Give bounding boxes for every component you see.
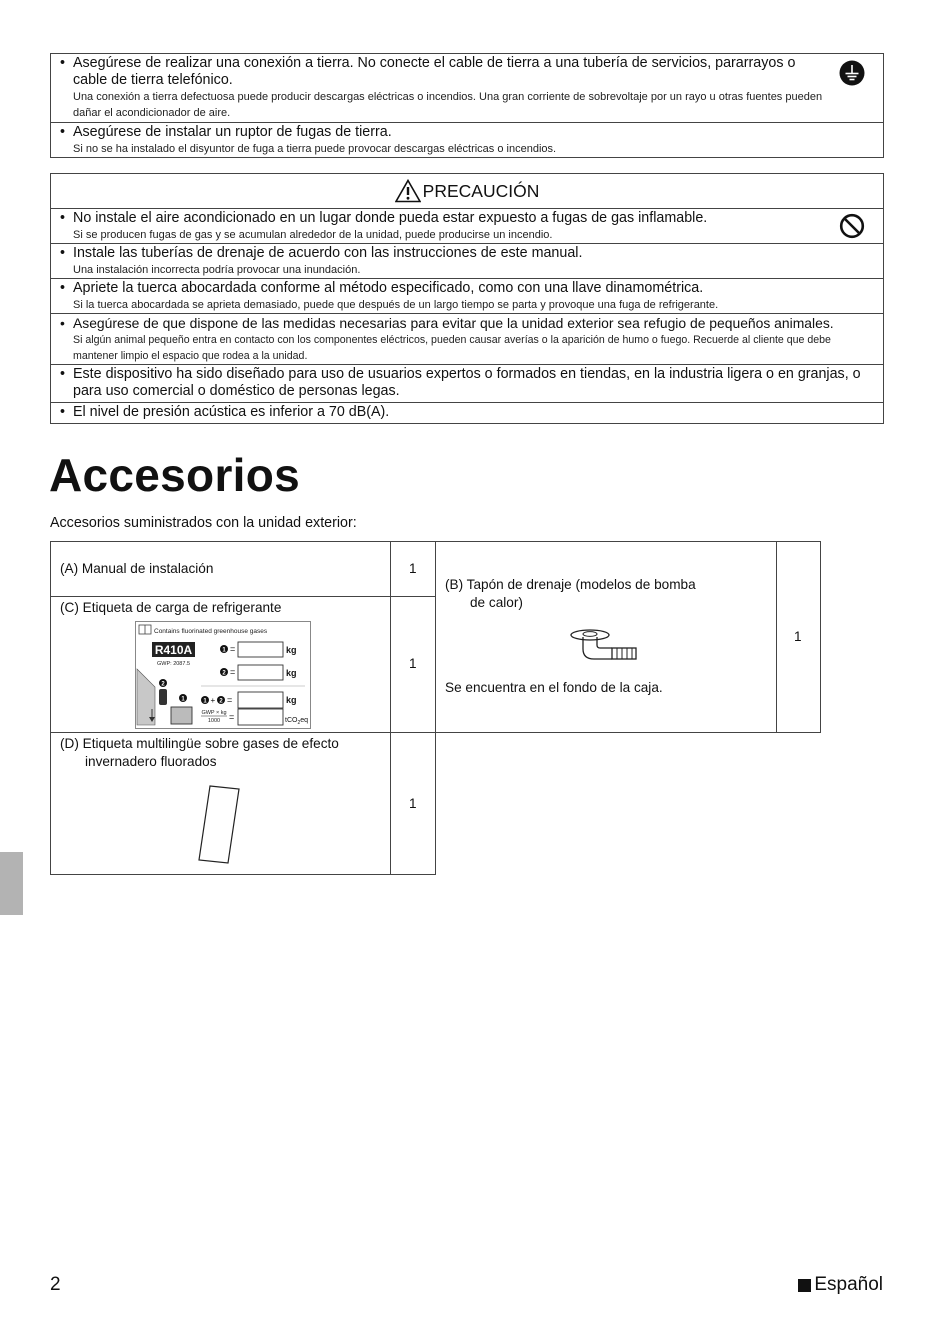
accessories-intro: Accesorios suministrados con la unidad exterior:	[50, 515, 357, 531]
warning-item	[51, 54, 883, 122]
caution-title	[51, 174, 883, 208]
caution-item-sub: Si se producen fugas de gas y se acumulan alrededor de la unidad, puede producirse un incendio.	[73, 229, 553, 241]
accessory-d-qty-cell	[390, 732, 436, 875]
caution-item	[51, 278, 883, 313]
svg-text:=: =	[230, 667, 236, 677]
caution-item	[51, 364, 883, 402]
caution-item-sub: Una instalación incorrecta podría provocar una inundación.	[73, 264, 361, 276]
caution-item	[51, 208, 883, 243]
warning-item	[51, 122, 883, 157]
caution-box	[50, 173, 884, 424]
sticker-refrigerant: R410A	[154, 643, 193, 657]
warning-item-main: • Asegúrese de realizar una conexión a tierra. No conecte el cable de tierra a una tubería de servicios, pararrayos o cable de tierra telefónico.	[73, 55, 823, 89]
accessory-b-qty-cell	[776, 541, 821, 733]
sticker-unit-kg: kg	[286, 668, 297, 678]
caution-item	[51, 313, 883, 364]
svg-text:2: 2	[219, 698, 223, 705]
svg-text:=: =	[229, 712, 235, 722]
caution-item-main: • Este dispositivo ha sido diseñado para uso de usuarios expertos o formados en tiendas, en la industria ligera o en granjas, o para uso comercial o doméstico de personas legas.	[73, 366, 873, 400]
accessory-b-note: Se encuentra en el fondo de la caja.	[445, 680, 663, 695]
accessory-d-qty: 1	[409, 796, 417, 811]
caution-item-main: • El nivel de presión acústica es inferior a 70 dB(A).	[73, 404, 873, 421]
svg-text:1: 1	[203, 698, 207, 705]
accessory-c-cell	[50, 596, 391, 733]
accessory-d-cell	[50, 732, 391, 875]
sticker-unit-kg: kg	[286, 695, 297, 705]
accessories-heading: Accesorios	[49, 449, 301, 501]
warning-item-sub: Si no se ha instalado el disyuntor de fuga a tierra puede provocar descargas eléctricas o incendios.	[73, 143, 557, 155]
accessory-d-label-line1: (D) Etiqueta multilingüe sobre gases de efecto	[60, 736, 339, 751]
language-label: Español	[814, 1274, 883, 1295]
accessory-b-qty: 1	[794, 629, 802, 644]
sticker-unit-kg: kg	[286, 645, 297, 655]
warning-item-main: • Asegúrese de instalar un ruptor de fugas de tierra.	[73, 124, 823, 141]
section-side-tab	[0, 852, 23, 915]
accessory-a-label: (A) Manual de instalación	[60, 561, 214, 576]
svg-text:=: =	[230, 644, 236, 654]
accessory-c-label: (C) Etiqueta de carga de refrigerante	[60, 600, 282, 615]
svg-text:+: +	[210, 696, 216, 705]
accessory-b-cell	[435, 541, 777, 733]
page-number: 2	[50, 1274, 61, 1295]
caution-item-sub: Si la tuerca abocardada se aprieta demasiado, puede que después de un largo tiempo se parta y provoque una fuga de refrigerante.	[73, 299, 719, 311]
caution-item-main: • Apriete la tuerca abocardada conforme al método especificado, como con una llave dinamométrica.	[73, 280, 873, 297]
refrigerant-label-sticker	[135, 621, 311, 729]
accessory-b-label-line1: (B) Tapón de drenaje (modelos de bomba	[445, 577, 696, 592]
sticker-header: Contains fluorinated greenhouse gases	[154, 628, 268, 635]
sticker-formula-top: GWP × kg	[201, 710, 227, 716]
drain-plug-icon	[568, 627, 640, 669]
caution-item	[51, 243, 883, 278]
accessory-a-cell	[50, 541, 391, 597]
ground-icon	[839, 60, 865, 86]
warning-box	[50, 53, 884, 158]
accessory-c-qty-cell	[390, 596, 436, 733]
caution-title-text: PRECAUCIÓN	[422, 180, 540, 201]
multilingual-label-sheet	[197, 785, 241, 865]
sticker-formula-bottom: 1000	[207, 718, 221, 724]
svg-text:2: 2	[222, 670, 226, 677]
caution-item-main: • Instale las tuberías de drenaje de acuerdo con las instrucciones de este manual.	[73, 245, 823, 262]
prohibited-icon	[839, 213, 865, 239]
svg-text:1: 1	[222, 647, 226, 654]
accessory-a-qty-cell	[390, 541, 436, 597]
svg-text:2: 2	[161, 681, 165, 688]
accessory-b-label-line2: de calor)	[470, 595, 523, 610]
svg-text:1: 1	[181, 696, 185, 703]
language-indicator	[798, 1274, 883, 1296]
caution-item	[51, 402, 883, 423]
warning-triangle-icon	[395, 179, 421, 203]
caution-item-main: • No instale el aire acondicionado en un lugar donde pueda estar expuesto a fugas de gas inflamable.	[73, 210, 823, 227]
caution-item-sub: Si algún animal pequeño entra en contacto con los componentes eléctricos, pueden causar averías o la aparición de humo o fuego. Recuerde al cliente que debe mantener limpio el espacio que rodea a la unidad.	[73, 334, 831, 362]
sticker-gwp: GWP: 2087.5	[157, 661, 191, 667]
sticker-unit-co2: tCO$_2$eq	[285, 717, 309, 726]
caution-item-main: • Asegúrese de que dispone de las medidas necesarias para evitar que la unidad exterior sea refugio de pequeños animales.	[73, 315, 873, 332]
svg-text:=: =	[227, 695, 233, 705]
square-bullet-icon	[798, 1279, 811, 1292]
accessory-c-qty: 1	[409, 656, 417, 671]
warning-item-sub: Una conexión a tierra defectuosa puede producir descargas eléctricas o incendios. Una gran corriente de sobrevoltaje por un rayo u otras fuentes pueden dañar el acondicionador de aire.	[73, 91, 823, 119]
accessory-d-label-line2: invernadero fluorados	[85, 754, 217, 769]
accessory-a-qty: 1	[409, 561, 417, 576]
